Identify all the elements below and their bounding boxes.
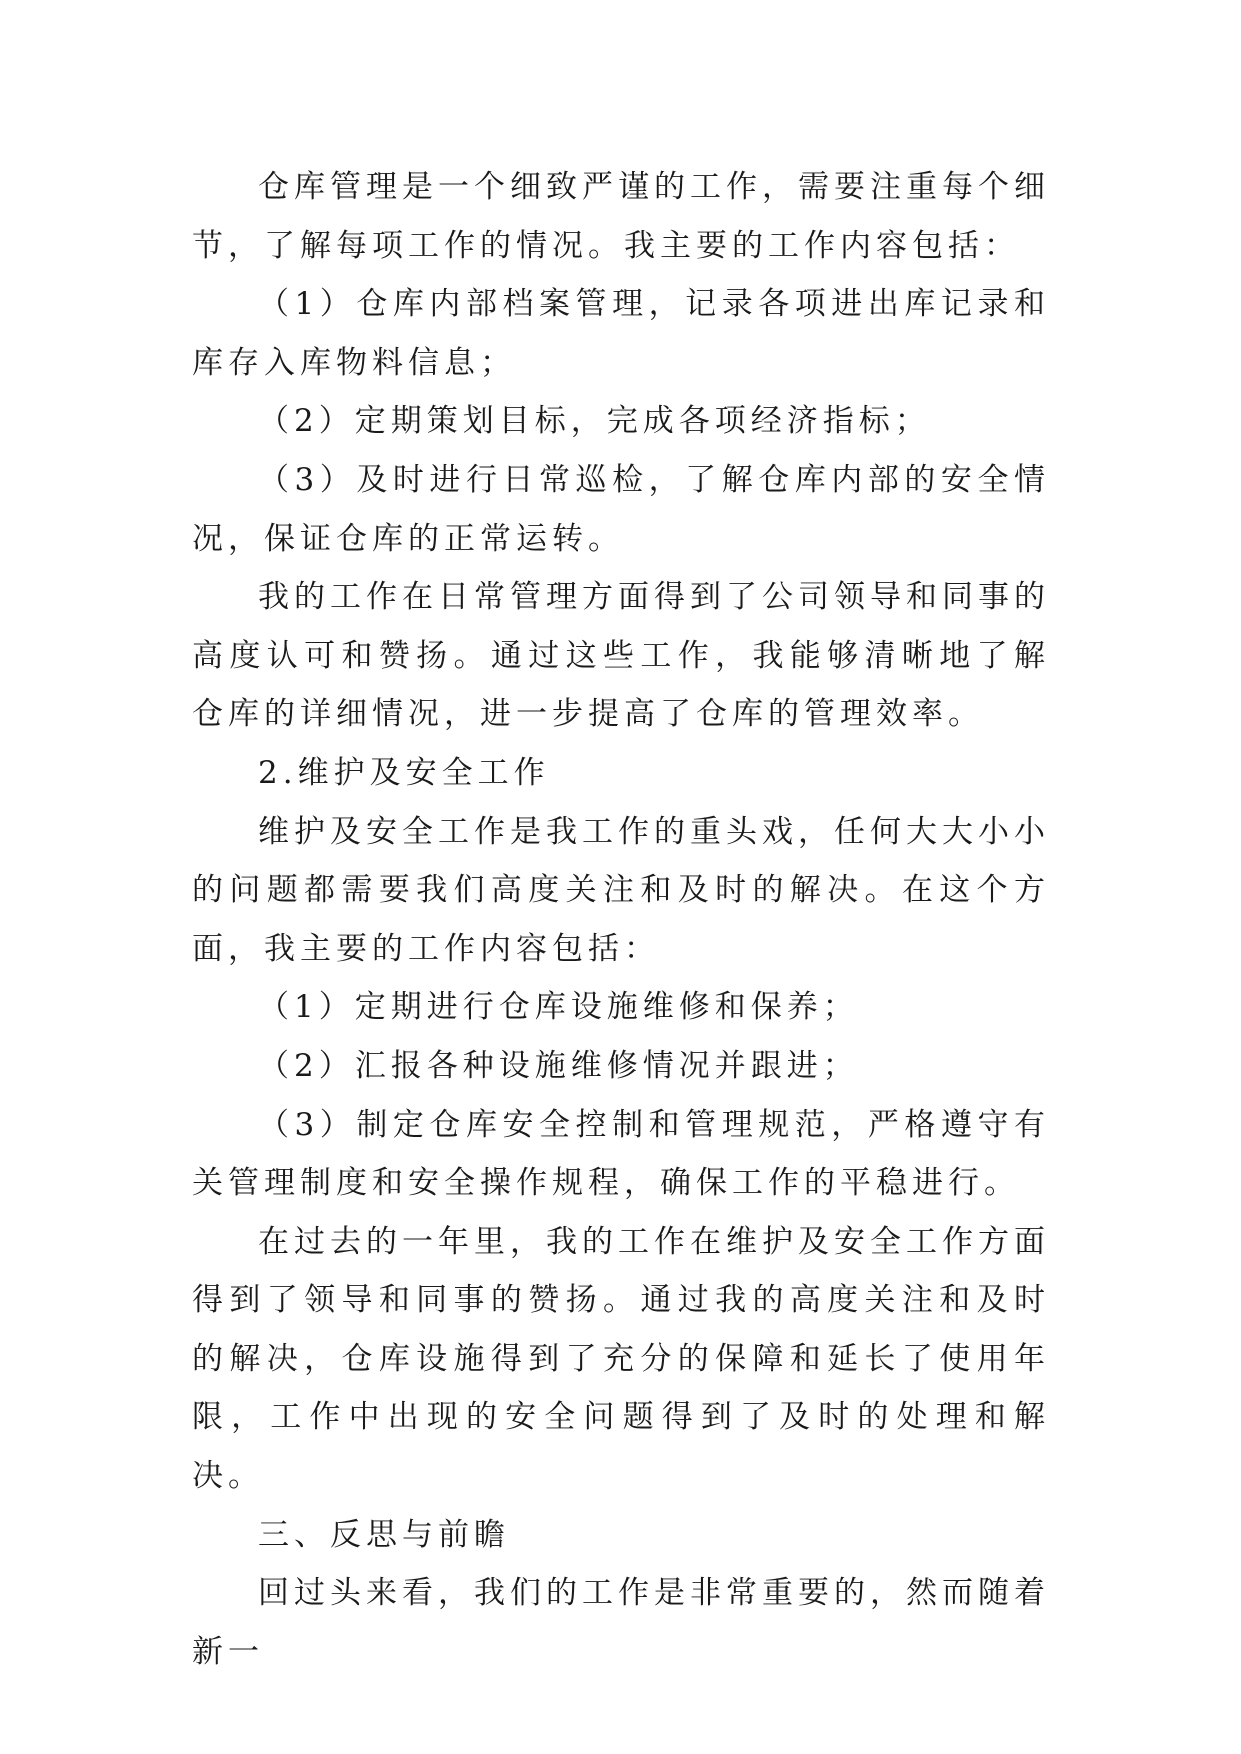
paragraph-intro: 仓库管理是一个细致严谨的工作，需要注重每个细节，了解每项工作的情况。我主要的工作内容包括：: [192, 169, 1050, 264]
paragraph-maintenance-summary: 在过去的一年里，我的工作在维护及安全工作方面得到了领导和同事的赞扬。通过我的高度关注和及时的解决，仓库设施得到了充分的保障和延长了使用年限，工作中出现的安全问题得到了及时的处理和解决。: [192, 1223, 1050, 1495]
list-item-planning-targets: （2）定期策划目标，完成各项经济指标；: [258, 403, 931, 440]
paragraph-management-summary: 我的工作在日常管理方面得到了公司领导和同事的高度认可和赞扬。通过这些工作，我能够清晰地了解仓库的详细情况，进一步提高了仓库的管理效率。: [192, 579, 1050, 733]
list-item-archive-management: （1）仓库内部档案管理，记录各项进出库记录和库存入库物料信息；: [192, 286, 1050, 381]
list-item-facility-maintenance: （1）定期进行仓库设施维修和保养；: [258, 989, 859, 1026]
section-heading-reflection: 三、反思与前瞻: [258, 1516, 510, 1553]
document-body: [192, 158, 1050, 1681]
list-item-daily-inspection: （3）及时进行日常巡检，了解仓库内部的安全情况，保证仓库的正常运转。: [192, 461, 1050, 557]
paragraph-maintenance-intro: 维护及安全工作是我工作的重头戏，任何大大小小的问题都需要我们高度关注和及时的解决。在这个方面，我主要的工作内容包括：: [192, 813, 1050, 967]
list-item-repair-reporting: （2）汇报各种设施维修情况并跟进；: [258, 1047, 859, 1084]
section-heading-maintenance: 2.维护及安全工作: [258, 754, 550, 791]
paragraph-reflection: 回过头来看，我们的工作是非常重要的，然而随着新一: [192, 1575, 1050, 1670]
list-item-safety-regulations: （3）制定仓库安全控制和管理规范，严格遵守有关管理制度和安全操作规程，确保工作的平稳进行。: [192, 1106, 1050, 1202]
